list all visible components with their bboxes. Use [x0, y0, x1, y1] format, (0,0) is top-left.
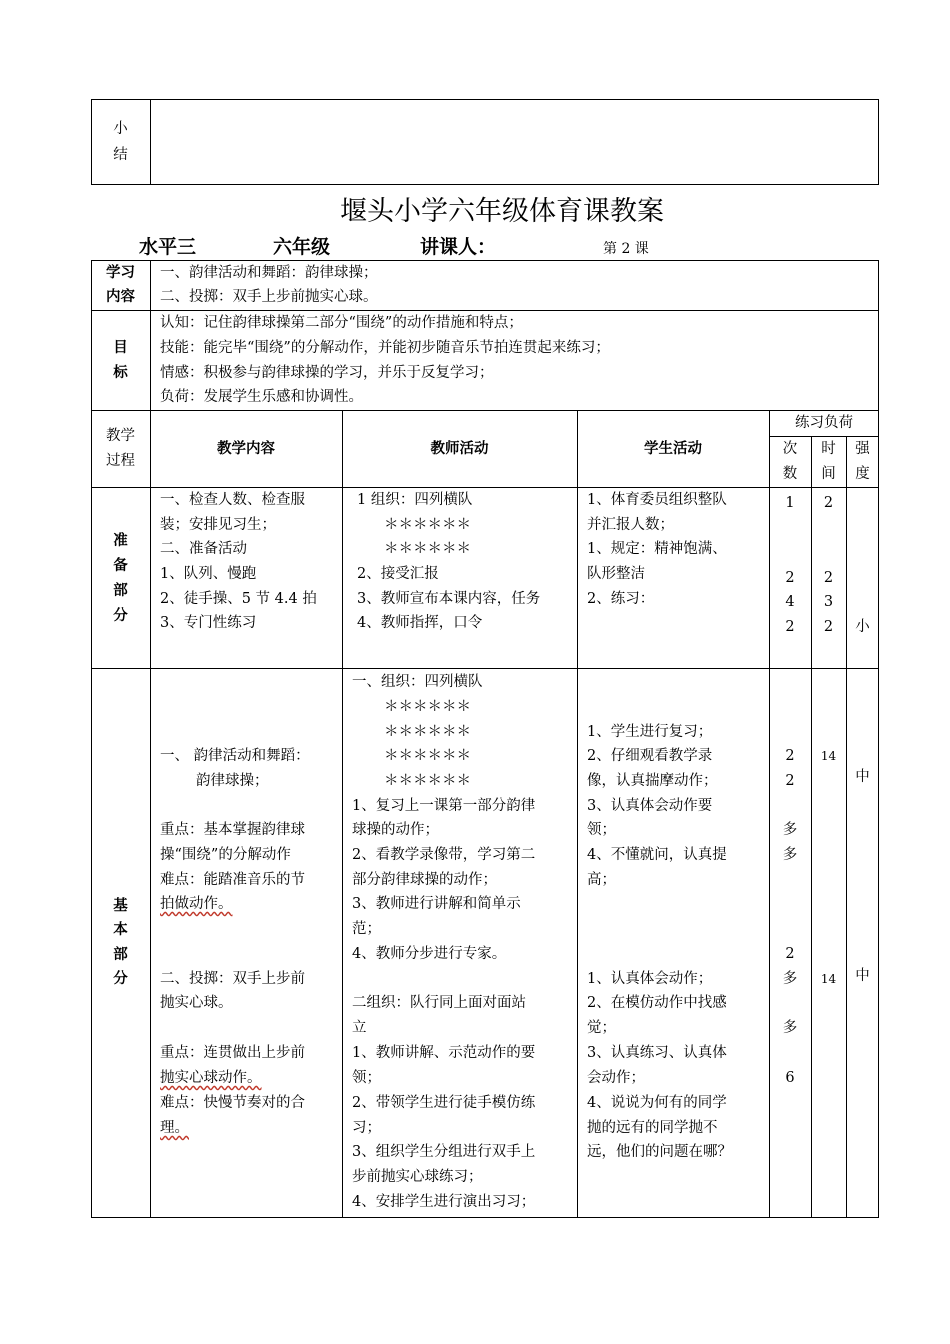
basic-content-line: 重点：基本掌握韵律球 [160, 822, 305, 838]
col-line [150, 260, 151, 1218]
basic-content-line: 难点：快慢节奏对的合 [160, 1095, 305, 1111]
basic-teacher-line: 1、复习上一课第一部分韵律 [352, 798, 536, 814]
basic-times: 2 [785, 748, 795, 764]
basic-teacher-line: 2、看教学录像带，学习第二 [352, 847, 536, 863]
prep-student-line: 队形整洁 [587, 566, 645, 582]
prep-teacher-line: 1 组织：四列横队 [357, 492, 473, 508]
basic-content-line: 抛实心球动作。 [160, 1070, 262, 1086]
prep-teacher-line: ＊＊＊＊＊＊ [384, 517, 471, 533]
prep-content-line: 2、徒手操、5 节 4.4 拍 [160, 591, 317, 607]
process-header-2: 过程 [106, 453, 135, 469]
prep-content-line: 二、准备活动 [160, 541, 247, 557]
basic-teacher-line: 立 [352, 1020, 367, 1036]
prep-teacher-line: ＊＊＊＊＊＊ [384, 541, 471, 557]
level-label: 水平三 [139, 236, 197, 258]
basic-intensity: 中 [855, 769, 870, 785]
basic-teacher-line: 3、组织学生分组进行双手上 [352, 1144, 536, 1160]
basic-student-line: 3、认真体会动作要 [587, 798, 713, 814]
prep-duration: 3 [823, 594, 834, 610]
times-header-1: 次 [782, 441, 798, 457]
prep-student-line: 并汇报人数； [587, 517, 674, 533]
content-line: 二、投掷：双手上步前抛实心球。 [160, 289, 378, 305]
basic-label: 基 [113, 898, 128, 914]
basic-label: 本 [113, 922, 128, 938]
basic-student-line: 觉； [587, 1020, 616, 1036]
basic-teacher-line: 2、带领学生进行徒手模仿练 [352, 1095, 536, 1111]
basic-teacher-line: 部分韵律球操的动作； [352, 872, 497, 888]
basic-times: 6 [785, 1070, 795, 1086]
prep-student-line: 2、练习： [587, 591, 655, 607]
summary-label-1: 小 [113, 121, 128, 137]
basic-student-line: 4、不懂就问，认真提 [587, 847, 727, 863]
basic-times: 多 [782, 822, 798, 838]
prep-duration: 2 [823, 570, 834, 586]
basic-times: 2 [785, 946, 795, 962]
basic-student-line: 会动作； [587, 1070, 645, 1086]
basic-times: 多 [782, 971, 798, 987]
row-line [91, 410, 879, 411]
goal-line: 负荷：发展学生乐感和协调性。 [160, 389, 363, 405]
basic-teacher-line: 范； [352, 921, 381, 937]
basic-times: 多 [782, 1020, 798, 1036]
duration-header-2: 间 [821, 466, 836, 482]
basic-teacher-line: 步前抛实心球练习； [352, 1169, 483, 1185]
basic-student-line: 2、仔细观看教学录 [587, 748, 713, 764]
prep-label: 分 [113, 608, 128, 624]
basic-teacher-line: 一、组织：四列横队 [352, 674, 483, 690]
goal-line: 情感：积极参与韵律球操的学习，并乐于反复学习； [160, 365, 494, 381]
basic-intensity: 中 [855, 968, 870, 984]
basic-student-line: 4、说说为何有的同学 [587, 1095, 727, 1111]
basic-teacher-line: 4、安排学生进行演出习习； [352, 1194, 536, 1210]
basic-teacher-line: 3、教师进行讲解和简单示 [352, 896, 521, 912]
basic-duration: 14 [820, 972, 837, 986]
basic-teacher-line: ＊＊＊＊＊＊ [384, 773, 471, 789]
page-title: 堰头小学六年级体育课教案 [340, 196, 664, 227]
prep-content-line: 一、检查人数、检查服 [160, 492, 305, 508]
basic-teacher-line: 球操的动作； [352, 822, 439, 838]
prep-content-line: 装；安排见习生； [160, 517, 276, 533]
basic-times: 2 [785, 773, 795, 789]
basic-teacher-line: 1、教师讲解、示范动作的要 [352, 1045, 536, 1061]
teacher-header: 教师活动 [430, 441, 489, 457]
prep-duration: 2 [823, 495, 834, 511]
basic-student-line: 抛的远有的同学抛不 [587, 1120, 718, 1136]
summary-box [91, 99, 879, 185]
basic-student-line: 1、学生进行复习； [587, 724, 713, 740]
grade-label: 六年级 [273, 236, 331, 258]
goals-label-1: 目 [113, 340, 128, 356]
content-label-1: 学习 [106, 265, 135, 281]
basic-teacher-line: ＊＊＊＊＊＊ [384, 724, 471, 740]
basic-teacher-line: ＊＊＊＊＊＊ [384, 699, 471, 715]
prep-label: 准 [113, 533, 128, 549]
basic-teacher-line: 习； [352, 1120, 381, 1136]
basic-content-line: 拍做动作。 [160, 896, 233, 912]
prep-times: 2 [785, 570, 795, 586]
basic-content-line: 一、 韵律活动和舞蹈： [160, 748, 310, 764]
intensity-header-2: 度 [855, 466, 870, 482]
basic-label: 分 [113, 971, 128, 987]
col-line [846, 436, 847, 1218]
col-line [811, 436, 812, 1218]
prep-times: 2 [785, 619, 795, 635]
basic-student-line: 远，他们的问题在哪？ [587, 1144, 732, 1160]
basic-content-line: 理。 [160, 1120, 189, 1136]
content-header: 教学内容 [217, 441, 275, 457]
basic-content-line: 韵律球操； [196, 773, 269, 789]
student-header: 学生活动 [644, 441, 702, 457]
basic-teacher-line: 二组织：队行同上面对面站 [352, 995, 526, 1011]
row-line [91, 668, 879, 669]
basic-student-line: 2、在模仿动作中找感 [587, 995, 727, 1011]
prep-teacher-line: 2、接受汇报 [357, 566, 439, 582]
basic-content-line: 抛实心球。 [160, 995, 233, 1011]
load-header: 练习负荷 [795, 415, 853, 431]
basic-content-line: 操“围绕”的分解动作 [160, 847, 291, 863]
basic-student-line: 3、认真练习、认真体 [587, 1045, 727, 1061]
content-label-2: 内容 [106, 289, 135, 305]
prep-label: 备 [113, 558, 128, 574]
basic-content-line: 难点：能踏准音乐的节 [160, 872, 305, 888]
times-header-2: 数 [782, 466, 798, 482]
col-line [342, 410, 343, 1218]
basic-duration: 14 [820, 749, 837, 763]
prep-times: 4 [785, 594, 795, 610]
goals-label-2: 标 [113, 365, 128, 381]
prep-teacher-line: 3、教师宣布本课内容，任务 [357, 591, 541, 607]
goal-line: 技能：能完毕“围绕”的分解动作，并能初步随音乐节拍连贯起来练习； [160, 340, 610, 356]
summary-divider [150, 99, 151, 185]
prep-intensity: 小 [855, 619, 870, 635]
basic-teacher-line: 4、教师分步进行专家。 [352, 946, 507, 962]
col-line [769, 410, 770, 1218]
lesson-number: 第 2 课 [603, 241, 649, 257]
prep-times: 1 [785, 495, 795, 511]
basic-teacher-line: ＊＊＊＊＊＊ [384, 748, 471, 764]
intensity-header-1: 强 [855, 441, 870, 457]
prep-content-line: 1、队列、慢跑 [160, 566, 257, 582]
process-header-1: 教学 [106, 428, 135, 444]
basic-student-line: 领； [587, 822, 616, 838]
basic-content-line: 二、投掷：双手上步前 [160, 971, 305, 987]
prep-student-line: 1、体育委员组织整队 [587, 492, 727, 508]
basic-student-line: 高； [587, 872, 616, 888]
basic-student-line: 1、认真体会动作； [587, 971, 713, 987]
prep-duration: 2 [823, 619, 834, 635]
prep-label: 部 [113, 583, 128, 599]
basic-times: 多 [782, 847, 798, 863]
summary-label-2: 结 [113, 147, 128, 163]
prep-teacher-line: 4、教师指挥，口令 [357, 615, 483, 631]
basic-student-line: 像，认真揣摩动作； [587, 773, 718, 789]
duration-header-1: 时 [821, 441, 836, 457]
basic-teacher-line: 领； [352, 1070, 381, 1086]
basic-label: 部 [113, 947, 128, 963]
goal-line: 认知：记住韵律球操第二部分“围绕”的动作措施和特点； [160, 315, 523, 331]
content-line: 一、韵律活动和舞蹈：韵律球操； [160, 265, 378, 281]
basic-content-line: 重点：连贯做出上步前 [160, 1045, 305, 1061]
col-line [577, 410, 578, 1218]
prep-content-line: 3、专门性练习 [160, 615, 257, 631]
teacher-label: 讲课人： [420, 236, 497, 258]
prep-student-line: 1、规定：精神饱满、 [587, 541, 727, 557]
